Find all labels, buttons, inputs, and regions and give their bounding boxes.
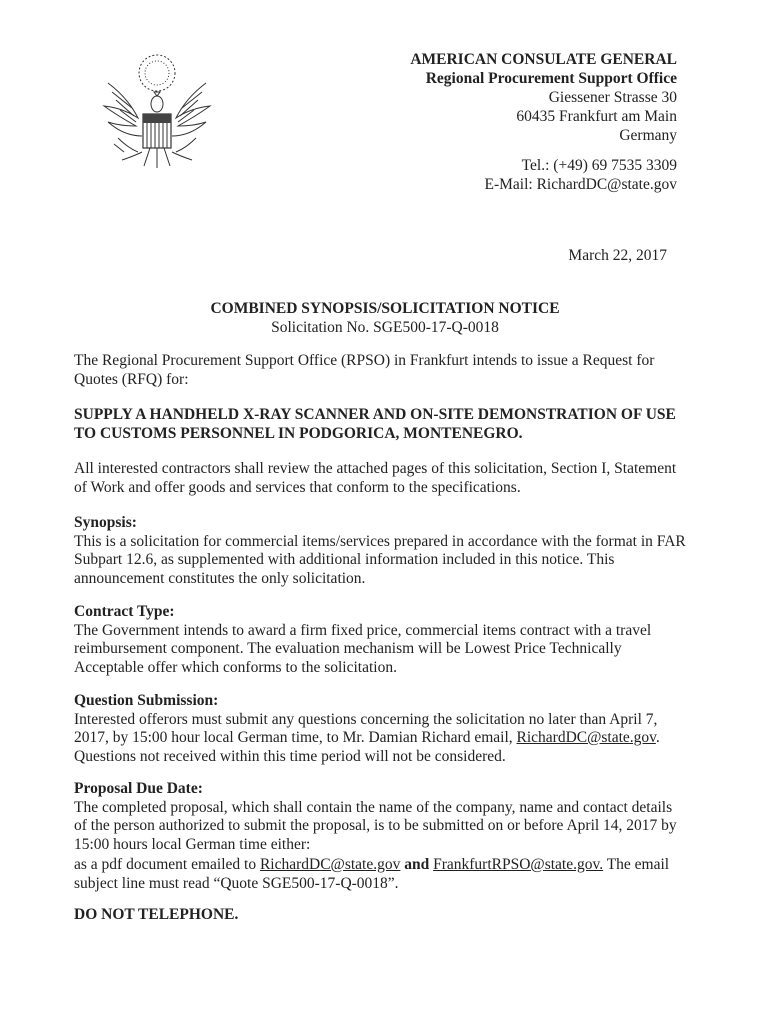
headline-paragraph (74, 406, 686, 443)
country: Germany (619, 127, 677, 144)
question-email-link[interactable]: RichardDC@state.gov (516, 729, 656, 746)
proposal-text: The completed proposal, which shall contain the name of the company, name and contact details of the person authorized to submit the proposal, is to be submitted on or before April 14, 2017 by 15:00 hours local German time either: (74, 798, 677, 853)
org-name: AMERICAN CONSULATE GENERAL (410, 51, 677, 68)
intro-text: The Regional Procurement Support Office (RPSO) in Frankfurt intends to issue a Request for Quotes (RFQ) for: (74, 352, 655, 388)
street-address: Giessener Strasse 30 (548, 89, 677, 106)
intro-paragraph (74, 352, 686, 389)
city-address: 60435 Frankfurt am Main (516, 108, 677, 125)
letter-date: March 22, 2017 (568, 247, 667, 264)
notice-title-block (0, 299, 770, 337)
telephone: Tel.: (+49) 69 7535 3309 (521, 157, 677, 174)
email-contact: E-Mail: RichardDC@state.gov (484, 176, 677, 193)
proposal-section (74, 780, 686, 854)
question-text (74, 711, 686, 767)
synopsis-heading: Synopsis: (74, 514, 137, 531)
synopsis-text: This is a solicitation for commercial items/services prepared in accordance with the format in FAR Subpart 12.6, as supplemented with additional information included in this notice. This announcement constitutes the only solicitation. (74, 532, 686, 587)
review-paragraph (74, 460, 686, 497)
contract-type-text: The Government intends to award a firm fixed price, commercial items contract with a travel reimbursement component. The evaluation mechanism will be Lowest Price Technically Acceptable offer which conforms to the solicitation. (74, 621, 652, 676)
synopsis-section (74, 514, 686, 588)
do-not-telephone: DO NOT TELEPHONE. (74, 906, 239, 923)
pdf-text-start: as a pdf document emailed to (74, 856, 260, 873)
warning-section (74, 906, 686, 925)
contract-type-section (74, 603, 686, 677)
contract-type-heading: Contract Type: (74, 603, 175, 620)
contact-block (485, 156, 678, 194)
notice-title: COMBINED SYNOPSIS/SOLICITATION NOTICE (210, 300, 560, 317)
great-seal-emblem (98, 48, 216, 178)
question-text-end: . Questions not received within this time period will not be considered. (74, 729, 660, 765)
question-section (74, 692, 686, 766)
proposal-heading: Proposal Due Date: (74, 780, 203, 797)
office-name: Regional Procurement Support Office (425, 70, 677, 87)
question-text-start: Interested offerors must submit any questions concerning the solicitation no later than April 7, 2017, by 15:00 hour local German time, to Mr. Damian Richard email, (74, 710, 658, 746)
headline-text: SUPPLY A HANDHELD X-RAY SCANNER AND ON-SITE DEMONSTRATION OF USE TO CUSTOMS PERSONNEL IN PODGORICA, MONTENEGRO. (74, 406, 676, 442)
review-text: All interested contractors shall review the attached pages of this solicitation, Section I, Statement of Work and offer goods and services that conform to the specifications. (74, 460, 677, 496)
letterhead-address (410, 50, 677, 145)
question-heading: Question Submission: (74, 692, 219, 709)
rpso-email-link[interactable]: FrankfurtRPSO@state.gov. (433, 856, 604, 873)
pdf-instructions (74, 856, 686, 893)
solicitation-number: Solicitation No. SGE500-17-Q-0018 (271, 319, 499, 336)
pdf-text (74, 856, 686, 893)
and-connector: and (400, 856, 434, 873)
richard-email-link[interactable]: RichardDC@state.gov (259, 856, 401, 873)
pdf-text-end: The email subject line must read “Quote SGE500-17-Q-0018”. (74, 856, 670, 892)
